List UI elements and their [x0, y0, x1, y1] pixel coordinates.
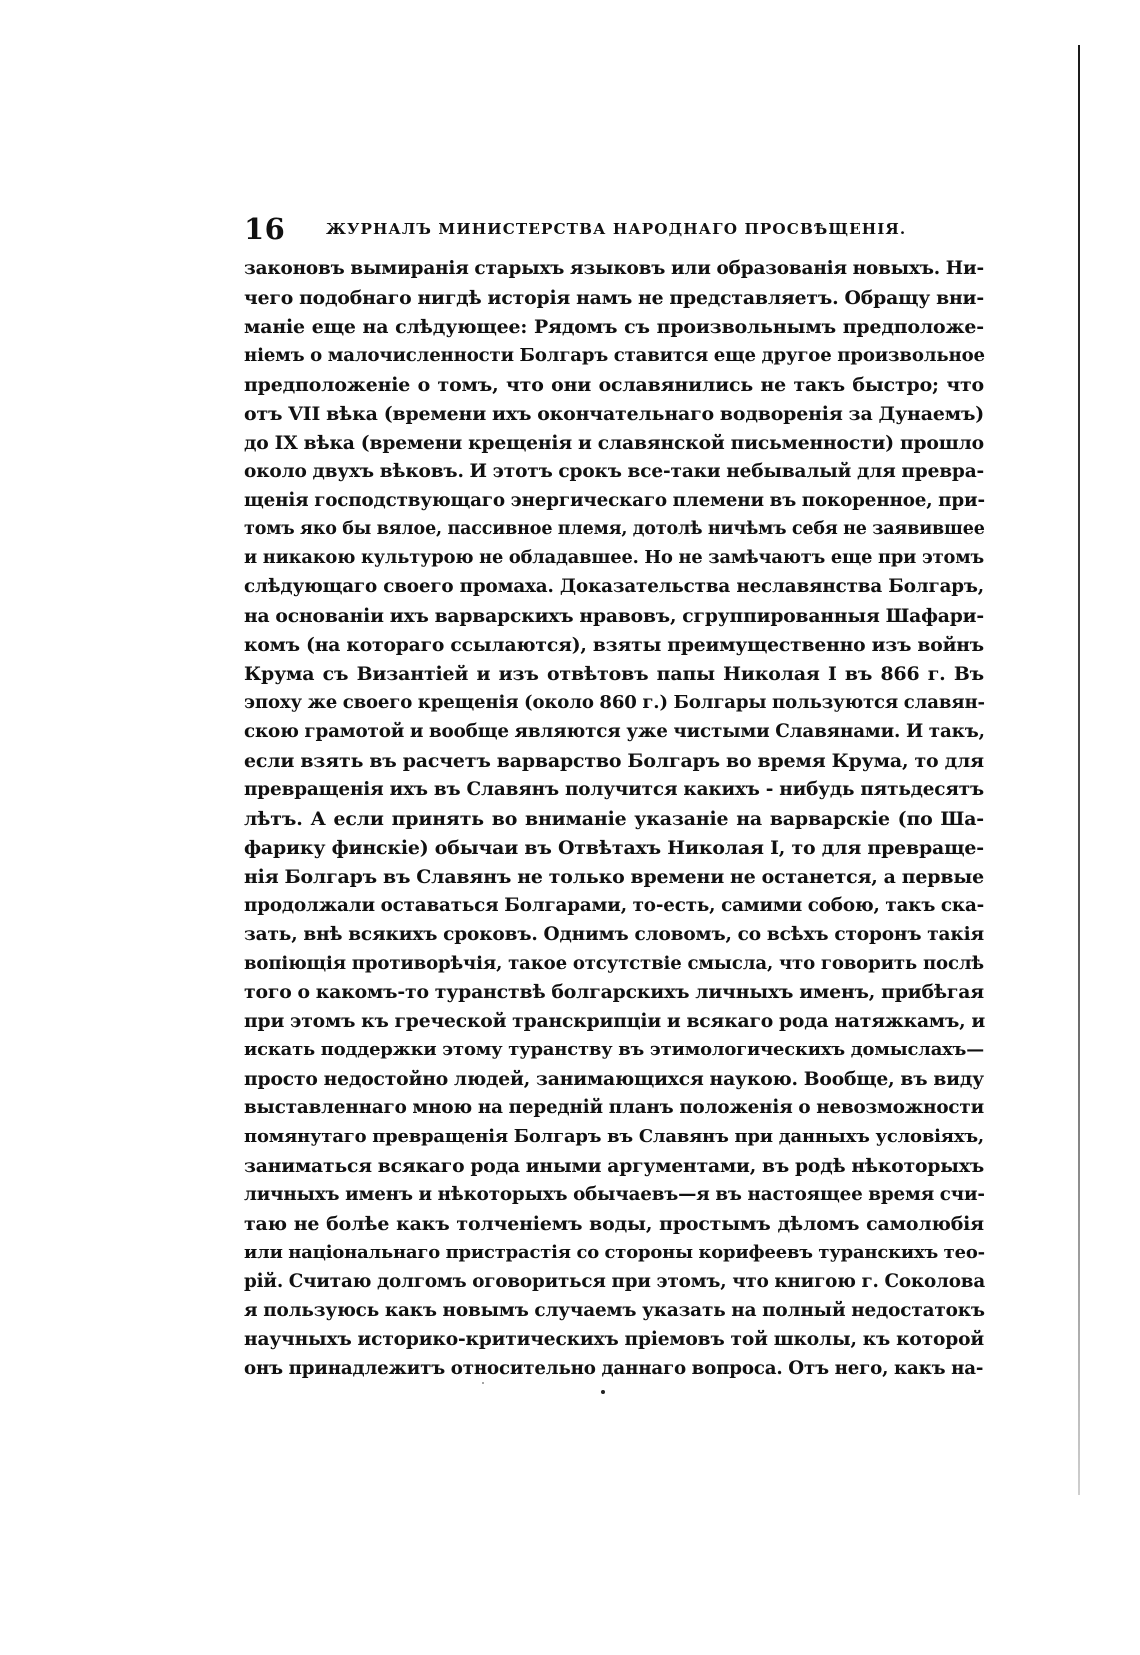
- text-line: зать, внѣ всякихъ сроковъ. Однимъ словомъ, со всѣхъ сторонъ такія: [244, 923, 984, 945]
- text-line: ніемъ о малочисленности Болгаръ ставится еще другое произвольное: [244, 344, 985, 366]
- text-line: превращенія ихъ въ Славянъ получится какихъ - нибудь пятьдесятъ: [244, 778, 984, 800]
- text-line: таю не болѣе какъ толченіемъ воды, простымъ дѣломъ самолюбія: [244, 1212, 984, 1235]
- text-line: Крума съ Византіей и изъ отвѣтовъ папы Николая I въ 866 г. Въ: [244, 663, 984, 686]
- text-line: щенія господствующаго энергическаго племени въ покоренное, при-: [244, 489, 985, 511]
- text-line: томъ яко бы вялое, пассивное племя, дотолѣ ничѣмъ себя не заявившее: [244, 519, 985, 540]
- text-line: заниматься всякаго рода иными аргументами, въ родѣ нѣкоторыхъ: [244, 1155, 984, 1178]
- text-line: помянутаго превращенія Болгаръ въ Славянъ при данныхъ условіяхъ,: [244, 1126, 984, 1148]
- text-line: просто недостойно людей, занимающихся наукою. Вообще, въ виду: [244, 1068, 984, 1091]
- text-line: того о какомъ-то туранствѣ болгарскихъ личныхъ именъ, прибѣгая: [244, 981, 984, 1004]
- text-line: эпоху же своего крещенія (около 860 г.) Болгары пользуются славян-: [244, 692, 985, 714]
- page-header: [244, 212, 984, 252]
- text-line: отъ VII вѣка (времени ихъ окончательнаго водворенія за Дунаемъ): [244, 402, 985, 425]
- body-text: [244, 255, 984, 1384]
- text-line: комъ (на котораго ссылаются), взяты преимущественно изъ войнъ: [244, 634, 984, 657]
- text-line: и никакою культурою не обладавшее. Но не замѣчаютъ еще при этомъ: [244, 547, 984, 569]
- text-line: нія Болгаръ въ Славянъ не только времени не останется, а первые: [244, 865, 984, 888]
- text-line: на основаніи ихъ варварскихъ нравовъ, сгруппированныя Шафари-: [244, 605, 984, 628]
- text-line: до IX вѣка (времени крещенія и славянской письменности) прошло: [244, 431, 984, 454]
- page-edge-line: [1078, 45, 1080, 1495]
- text-line: предположеніе о томъ, что они ославянились не такъ быстро; что: [244, 373, 984, 396]
- page-number: 16: [244, 212, 286, 246]
- text-line: рій. Считаю долгомъ оговориться при этомъ, что книгою г. Соколова: [244, 1270, 986, 1292]
- scan-speck: [601, 1390, 605, 1394]
- text-line: скою грамотой и вообще являются уже чистыми Славянами. И такъ,: [244, 721, 985, 742]
- text-line: искать поддержки этому туранству въ этимологическихъ домыслахъ—: [244, 1039, 984, 1061]
- text-line: выставленнаго мною на передній планъ положенія о невозможности: [244, 1097, 984, 1119]
- running-head: ЖУРНАЛЪ МИНИСТЕРСТВА НАРОДНАГО ПРОСВѢЩЕНІЯ.: [326, 220, 907, 238]
- text-line: продолжали оставаться Болгарами, то-есть, самими собою, такъ ска-: [244, 894, 985, 916]
- text-line: лѣтъ. А если принять во вниманіе указаніе на варварскіе (по Ша-: [244, 807, 984, 830]
- text-line: вопіющія противорѣчія, такое отсутствіе смысла, что говорить послѣ: [244, 952, 984, 974]
- text-line: или національнаго пристрастія со стороны корифеевъ туранскихъ тео-: [244, 1241, 985, 1263]
- text-line: законовъ вымиранія старыхъ языковъ или образованія новыхъ. Ни-: [244, 258, 984, 279]
- text-line: при этомъ къ греческой транскрипціи и всякаго рода натяжкамъ, и: [244, 1010, 986, 1033]
- text-line: маніе еще на слѣдующее: Рядомъ съ произвольнымъ предположе-: [244, 315, 984, 338]
- text-line: я пользуюсь какъ новымъ случаемъ указать на полный недостатокъ: [244, 1299, 985, 1321]
- text-line: слѣдующаго своего промаха. Доказательства неславянства Болгаръ,: [244, 576, 984, 598]
- text-line: около двухъ вѣковъ. И этотъ срокъ все-таки небывалый для превра-: [244, 460, 985, 482]
- text-line: если взять въ расчетъ варварство Болгаръ во время Крума, то для: [244, 749, 984, 772]
- text-line: чего подобнаго нигдѣ исторія намъ не представляетъ. Обращу вни-: [244, 286, 984, 309]
- text-line: научныхъ историко-критическихъ пріемовъ той школы, къ которой: [244, 1328, 984, 1350]
- text-line: личныхъ именъ и нѣкоторыхъ обычаевъ—я въ настоящее время счи-: [244, 1184, 985, 1205]
- text-line: фарику финскіе) обычаи въ Отвѣтахъ Николая I, то для превраще-: [244, 836, 984, 859]
- text-line: онъ принадлежитъ относительно даннаго вопроса. Отъ него, какъ на-: [244, 1357, 984, 1379]
